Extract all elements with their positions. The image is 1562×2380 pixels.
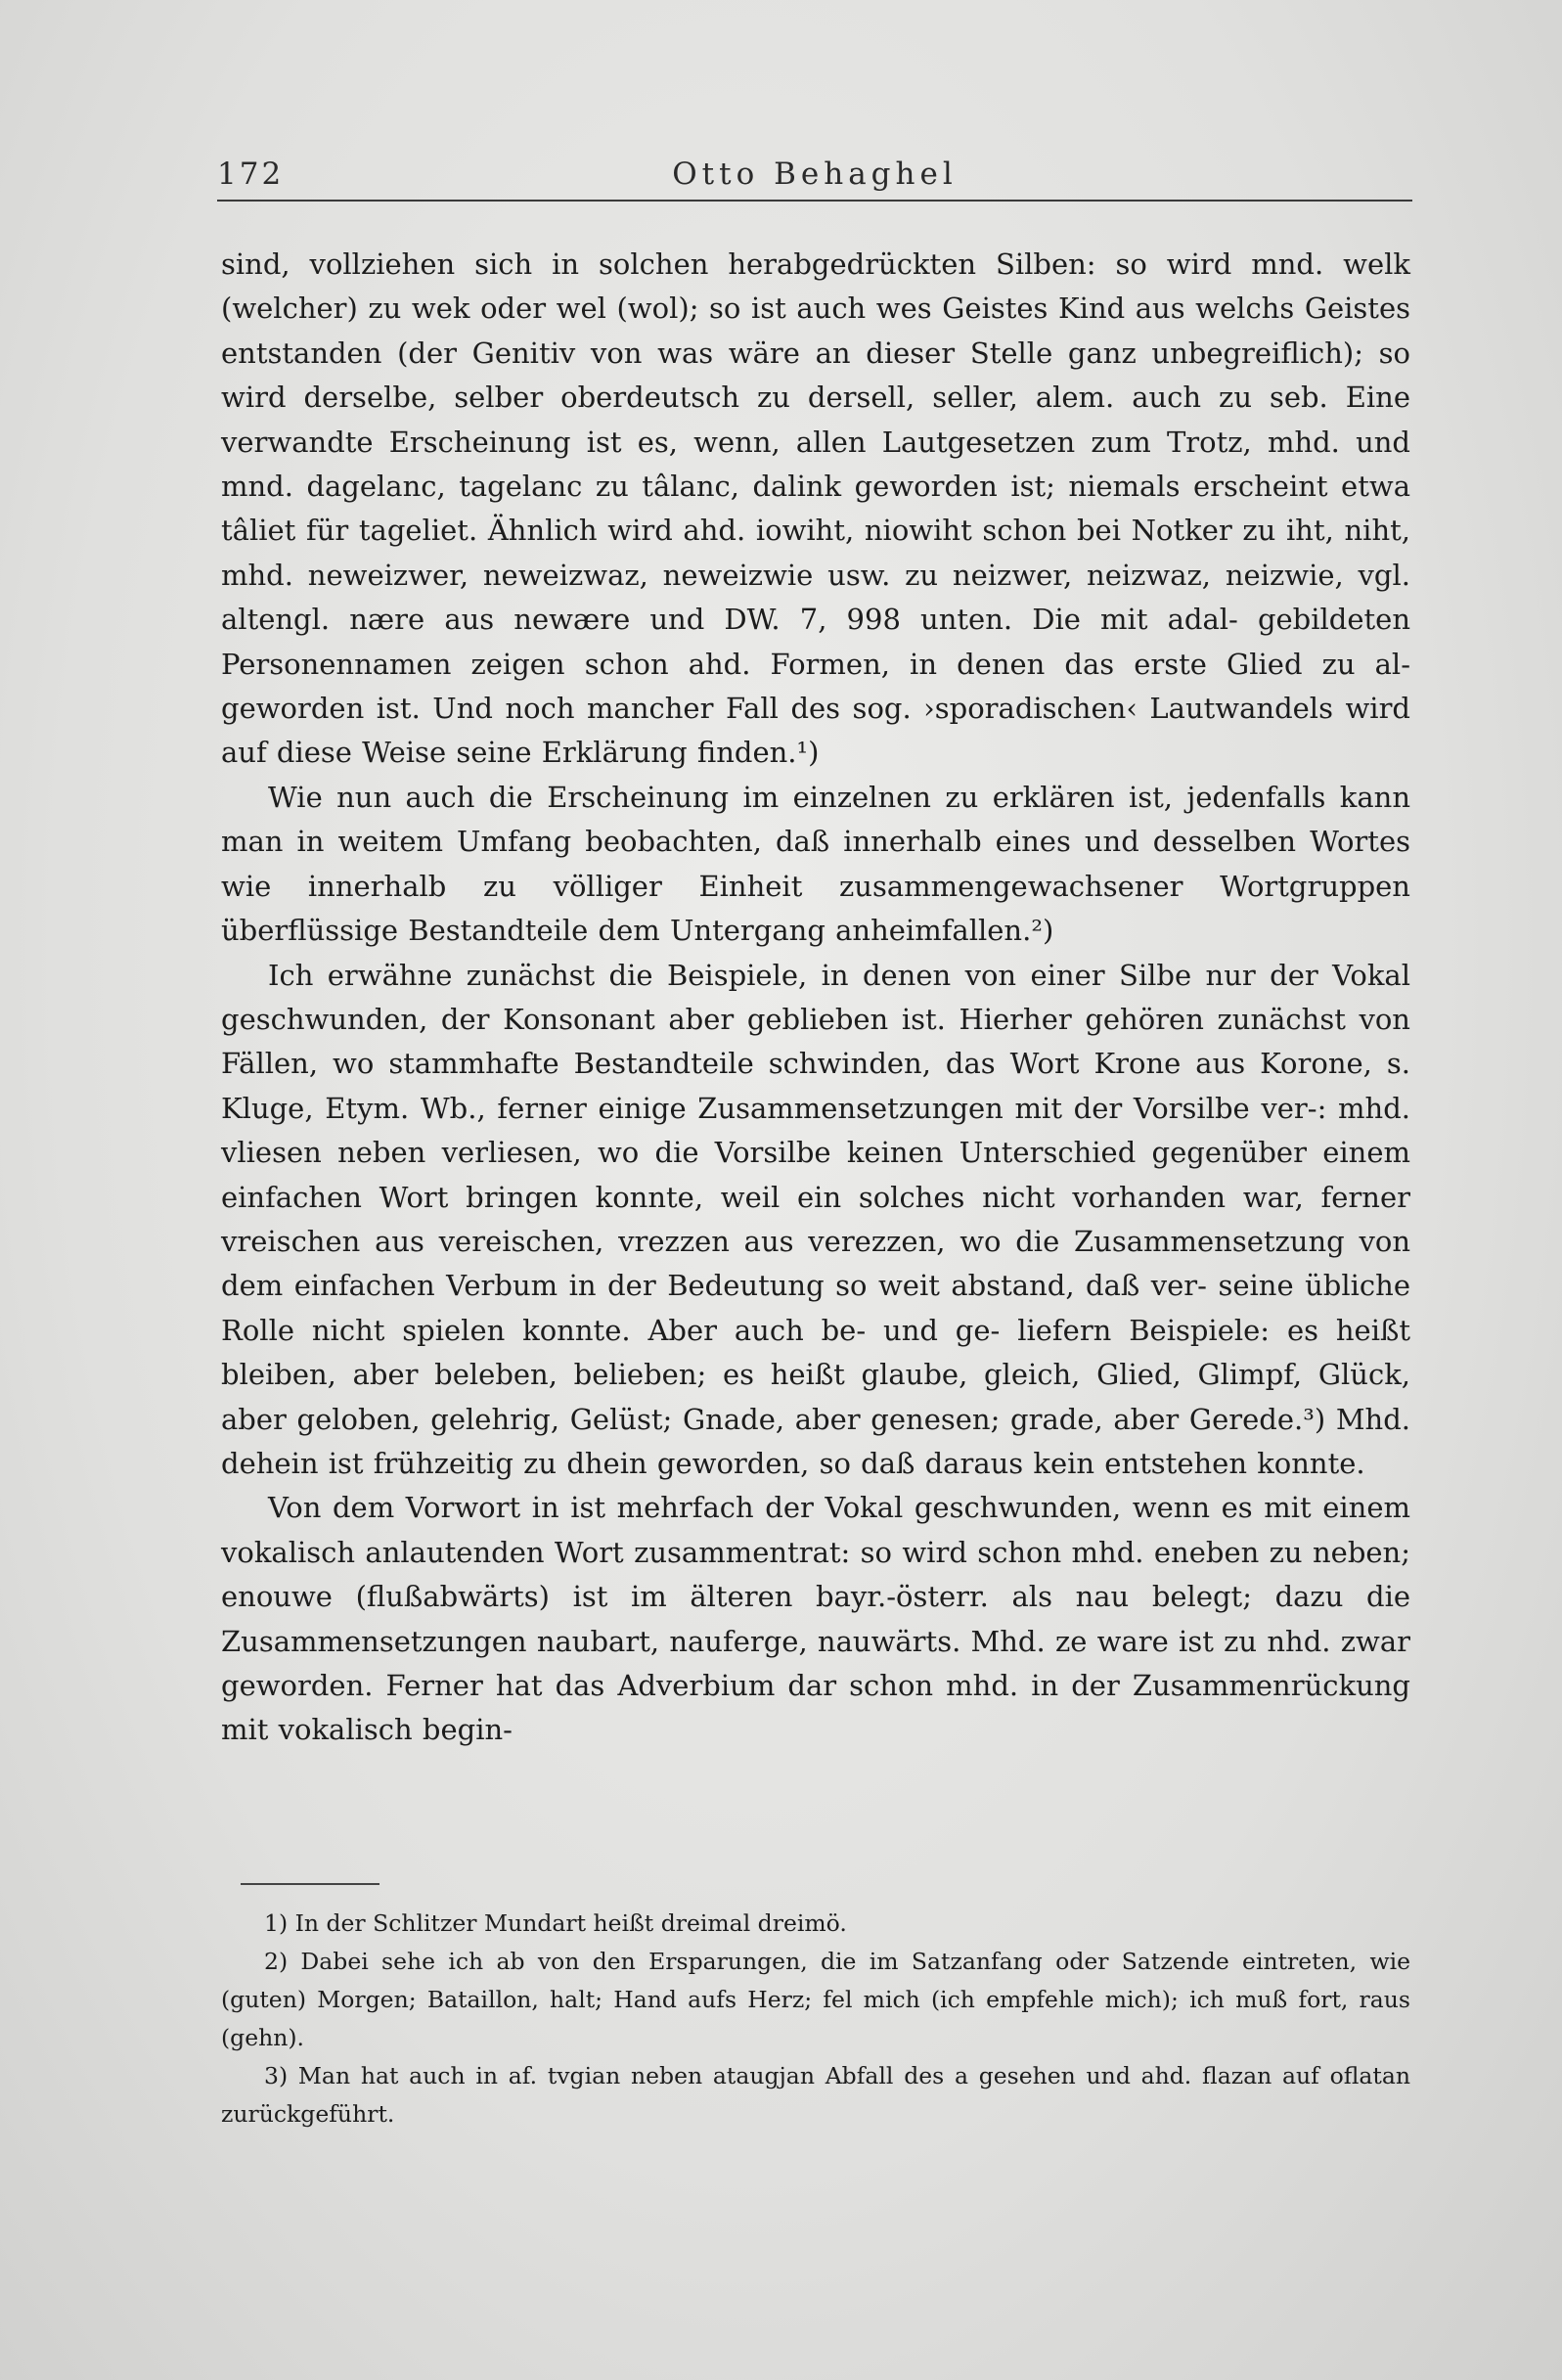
paragraph-3: Ich erwähne zunächst die Beispiele, in denen von einer Silbe nur der Vokal geschwunden, der Konsonant aber geblieben ist. Hierher gehören zunächst von Fällen, wo stammhafte Bestandteile schwinden, das Wort Krone aus Korone, s. Kluge, Etym. Wb., ferner einige Zusammensetzungen mit der Vorsilbe ver-: mhd. vliesen neben verliesen, wo die Vorsilbe keinen Unterschied gegenüber einem einfachen Wort bringen konnte, weil ein solches nicht vorhanden war, ferner vreischen aus vereischen, vrezzen aus verezzen, wo die Zusammensetzung von dem einfachen Verbum in der Bedeutung so weit abstand, daß ver- seine übliche Rolle nicht spielen konnte. Aber auch be- und ge- liefern Beispiele: es heißt bleiben, aber beleben, belieben; es heißt glaube, gleich, Glied, Glimpf, Glück, aber geloben, gelehrig, Gelüst; Gnade, aber genesen; grade, aber Gerede.³) Mhd. dehein ist frühzeitig zu dhein geworden, so daß daraus kein entstehen konnte. bbox=[221, 958, 1410, 1480]
footnote-1: 1) In der Schlitzer Mundart heißt dreimal dreimö. bbox=[264, 1909, 847, 1937]
page-number: 172 bbox=[217, 157, 285, 192]
paragraph-1: sind, vollziehen sich in solchen herabgedrückten Silben: so wird mnd. welk (welcher) zu wek oder wel (wol); so ist auch wes Geistes Kind aus welchs Geistes entstanden (der Genitiv von was wäre an dieser Stelle ganz unbegreiflich); so wird derselbe, selber oberdeutsch zu dersell, seller, alem. auch zu seb. Eine verwandte Erscheinung ist es, wenn, allen Lautgesetzen zum Trotz, mhd. und mnd. dagelanc, tagelanc zu tâlanc, dalink geworden ist; niemals erscheint etwa tâliet für tageliet. Ähnlich wird ahd. iowiht, niowiht schon bei Notker zu iht, niht, mhd. neweizwer, neweizwaz, neweizwie usw. zu neizwer, neizwaz, neizwie, vgl. altengl. nære aus newære und DW. 7, 998 unten. Die mit adal- gebildeten Personennamen zeigen schon ahd. Formen, in denen das erste Glied zu al- geworden ist. Und noch mancher Fall des sog. ›sporadischen‹ Lautwandels wird auf diese Weise seine Erklärung finden.¹) bbox=[221, 247, 1410, 770]
running-title: Otto Behaghel bbox=[672, 157, 958, 192]
footnotes bbox=[221, 1905, 1410, 2133]
footnote-divider bbox=[241, 1883, 379, 1885]
footnote-3: 3) Man hat auch in af. tvgian neben ataugjan Abfall des a gesehen und ahd. flazan auf oflatan zurückgeführt. bbox=[221, 2062, 1410, 2128]
paragraph-4: Von dem Vorwort in ist mehrfach der Vokal geschwunden, wenn es mit einem vokalisch anlautenden Wort zusammentrat: so wird schon mhd. eneben zu neben; enouwe (flußabwärts) ist im älteren bayr.-österr. als nau belegt; dazu die Zusammensetzungen naubart, nauferge, nauwärts. Mhd. ze ware ist zu nhd. zwar geworden. Ferner hat das Adverbium dar schon mhd. in der Zusammenrückung mit vokalisch begin- bbox=[221, 1491, 1410, 1747]
footnote-2: 2) Dabei sehe ich ab von den Ersparungen, die im Satzanfang oder Satzende eintreten, wie (guten) Morgen; Bataillon, halt; Hand aufs Herz; fel mich (ich empfehle mich); ich muß fort, raus (gehn). bbox=[221, 1948, 1410, 2051]
body-text bbox=[221, 243, 1410, 1753]
page-header bbox=[217, 149, 1412, 202]
paragraph-2: Wie nun auch die Erscheinung im einzelnen zu erklären ist, jedenfalls kann man in weitem Umfang beobachten, daß innerhalb eines und desselben Wortes wie innerhalb zu völliger Einheit zusammengewachsener Wortgruppen überflüssige Bestandteile dem Untergang anheimfallen.²) bbox=[221, 780, 1410, 948]
